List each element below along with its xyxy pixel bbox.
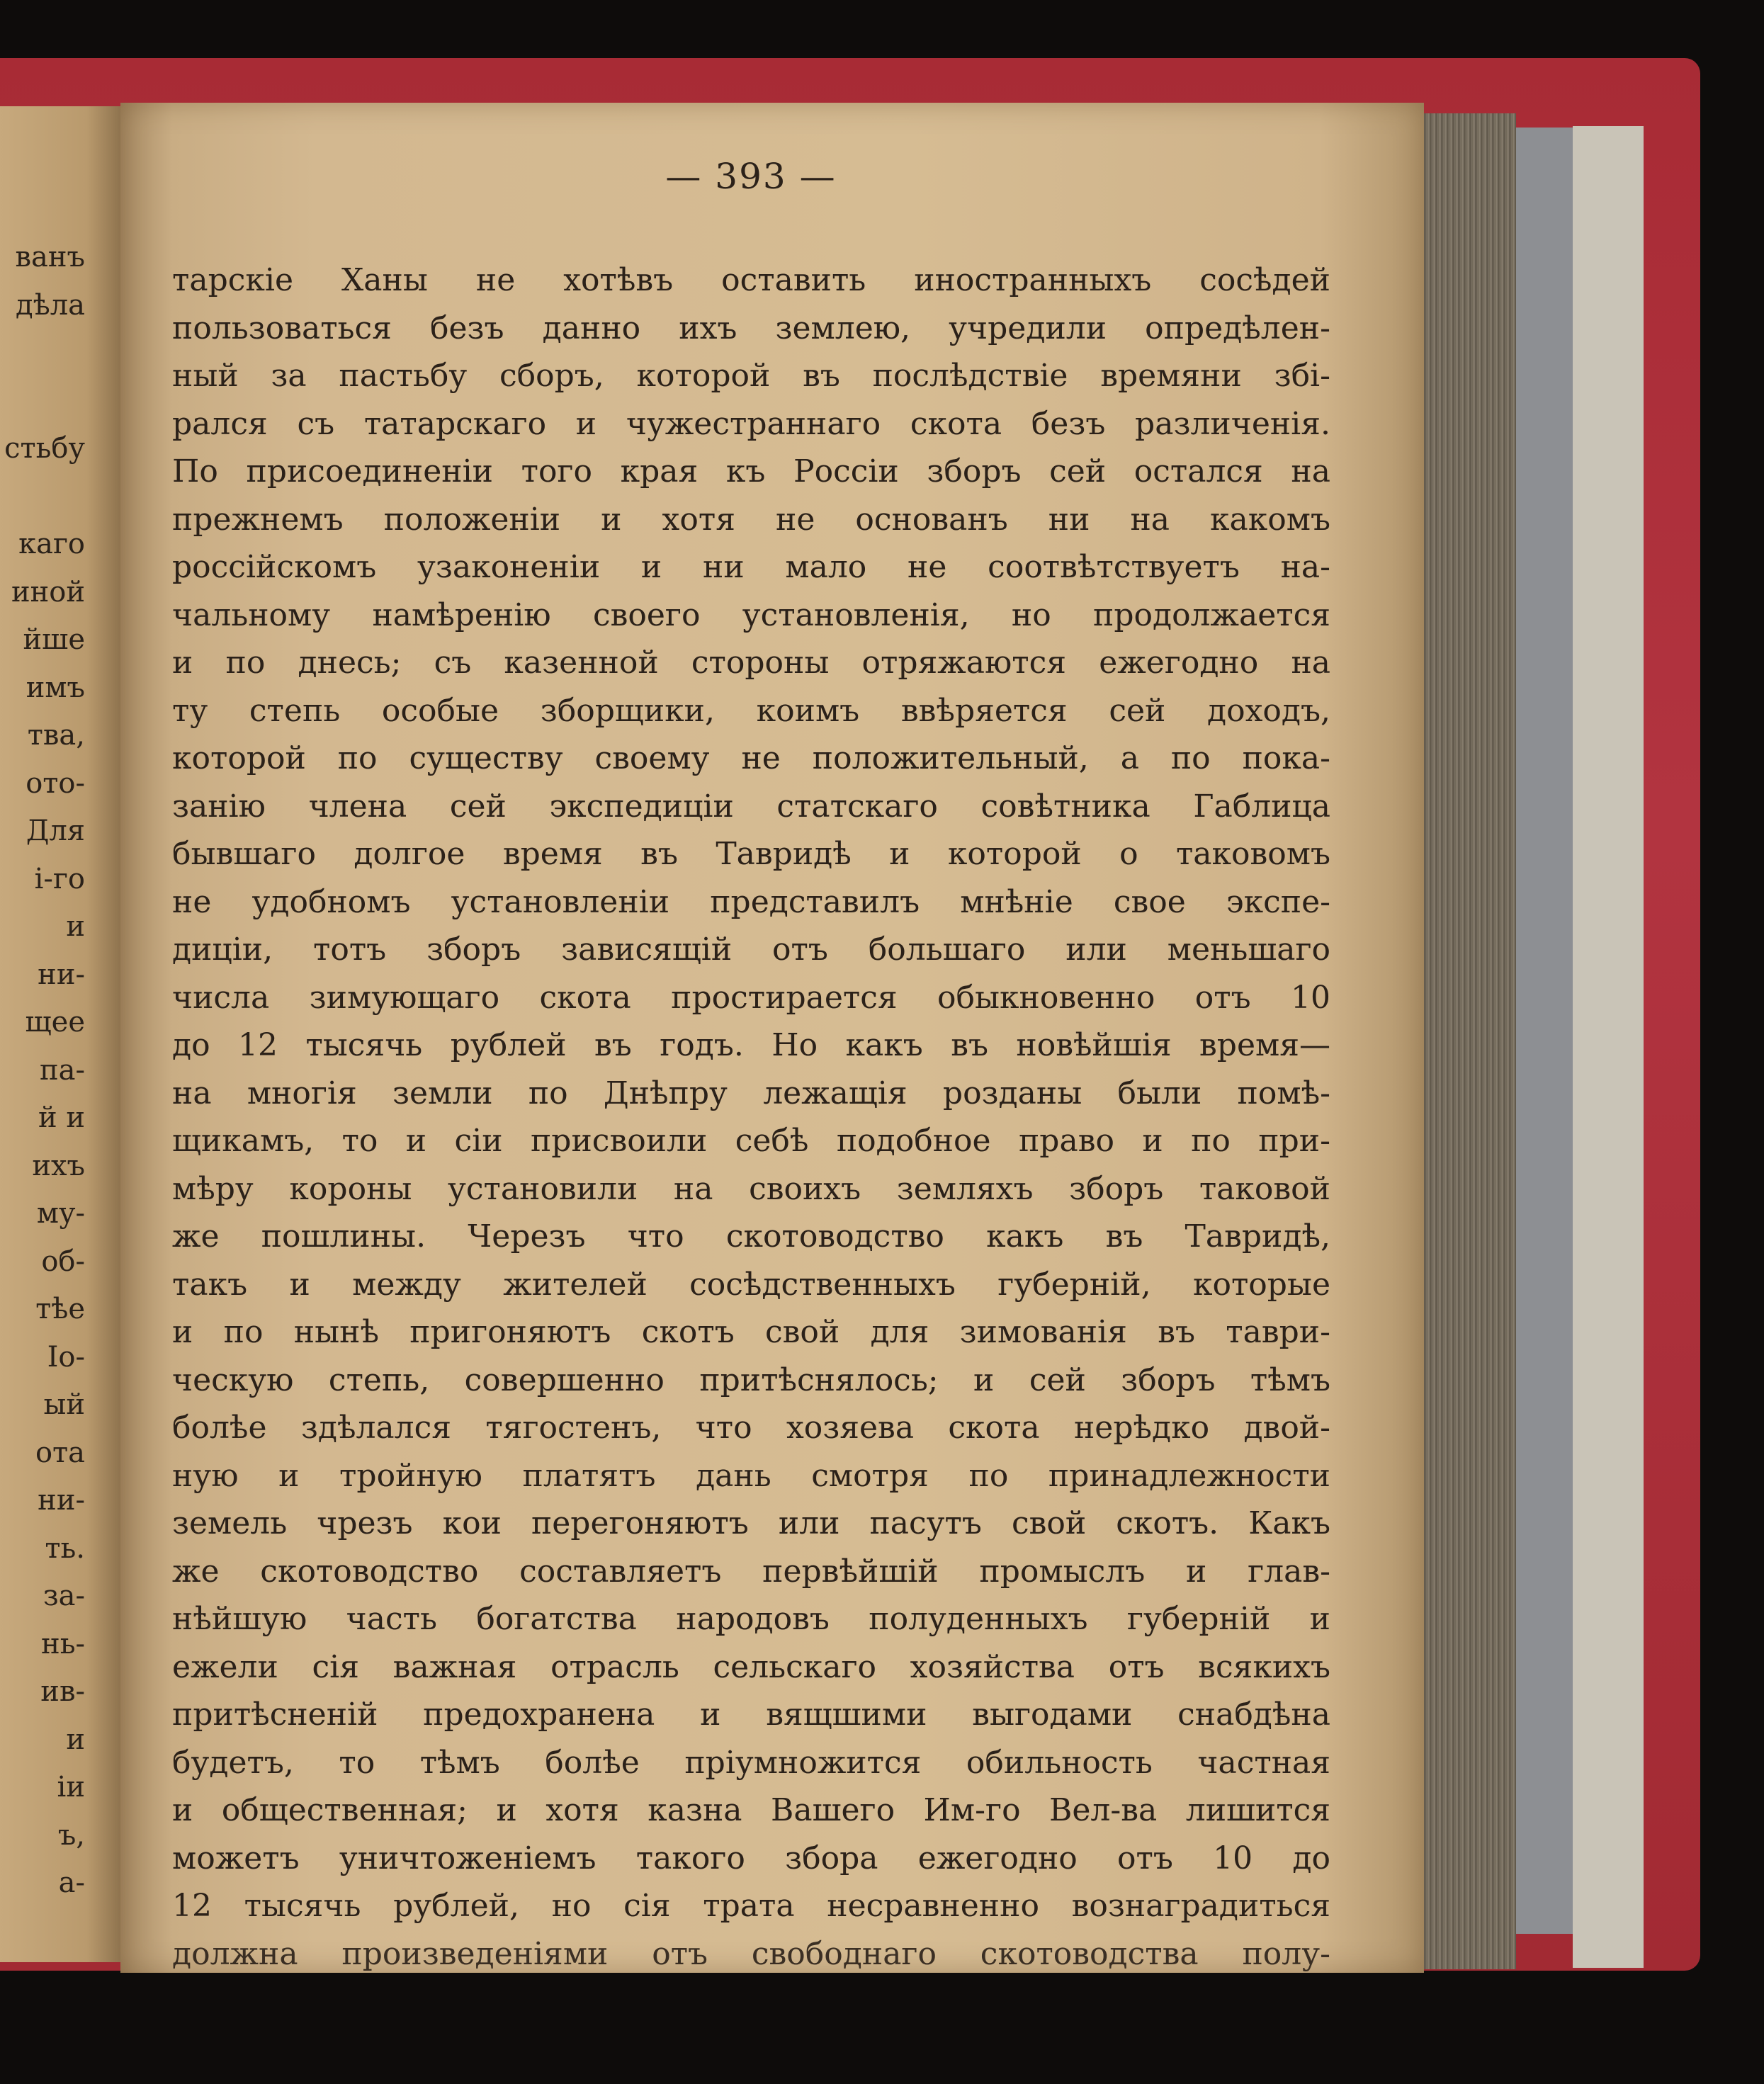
text-line: которой по существу своему не положительный, а по пока- [172,740,1330,776]
right-page [120,103,1424,1973]
left-page-fragment [0,378,85,426]
left-page-fragment: і-го [34,862,85,895]
left-page-fragment: ота [35,1436,85,1469]
text-line: пользоваться безъ данно ихъ землею, учредили опредѣлен- [172,310,1330,346]
left-page-fragment: му- [36,1197,85,1230]
text-line: должна произведеніями отъ свободнаго скотоводства полу- [172,1935,1330,1972]
text-line: бывшаго долгое время въ Тавридѣ и которой о таковомъ [172,836,1330,872]
text-line: прежнемъ положеніи и хотя не основанъ ни на какомъ [172,501,1330,538]
left-page-fragment: ый [43,1388,85,1421]
left-page-fragment: іи [57,1771,85,1803]
text-line: и общественная; и хотя казна Вашего Им-го Вел-ва лишится [172,1792,1330,1828]
text-line: диціи, тотъ зборъ зависящій отъ большаго или меньшаго [172,931,1330,968]
text-line: до 12 тысячь рублей въ годъ. Но какъ въ новѣйшія время— [172,1027,1330,1063]
text-line: ную и тройную платятъ дань смотря по принадлежности [172,1457,1330,1494]
left-page-fragment: и [66,1723,85,1756]
left-page-fragment: ъ, [57,1818,85,1852]
left-page-fragment: ть. [45,1531,85,1565]
text-line: на многія земли по Днѣпру лежащія розданы были помѣ- [172,1075,1330,1111]
left-page-fragment: Іо- [47,1340,85,1374]
left-page-fragment: ванъ [15,241,85,273]
left-page-fragment: имъ [26,671,85,704]
left-page-sliver [0,106,124,1962]
page-number: — 393 — [665,156,837,197]
text-line: же пошлины. Черезъ что скотоводство какъ въ Тавридѣ, [172,1218,1330,1255]
left-page-fragment: ото- [26,766,85,800]
left-page-fragment: каго [18,528,85,560]
left-page-fragment: дѣла [15,288,85,322]
text-line: не удобномъ установленіи представилъ мнѣніе свое экспе- [172,883,1330,920]
left-page-fragment: ив- [40,1675,85,1708]
text-line: ческую степь, совершенно притѣснялось; и сей зборъ тѣмъ [172,1361,1330,1398]
left-page-fragment: ихъ [32,1149,85,1182]
text-line: ный за пастьбу сборъ, которой въ послѣдствіе времяни збі- [172,358,1330,394]
left-page-fragment [0,329,85,378]
left-page-fragment: па- [39,1053,85,1087]
left-page-fragment: за- [43,1580,85,1612]
left-page-fragment: тѣе [35,1293,85,1325]
text-line: занію члена сей экспедиціи статскаго совѣтника Габлица [172,788,1330,825]
page-block-edge-light [1573,126,1644,1968]
left-page-fragments [0,234,85,1908]
left-page-fragment: йше [23,623,85,656]
text-line: 12 тысячь рублей, но сія трата несравненно вознаградиться [172,1888,1330,1924]
text-line: такъ и между жителей сосѣдственныхъ губерній, которые [172,1266,1330,1303]
left-page-fragment [0,473,85,521]
text-line: числа зимующаго скота простирается обыкновенно отъ 10 [172,979,1330,1016]
text-line: притѣсненій предохранена и вящшими выгодами снабдѣна [172,1697,1330,1733]
text-line: и по нынѣ пригоняютъ скотъ свой для зимованія въ таври- [172,1314,1330,1350]
text-line: По присоединеніи того края къ Россіи зборъ сей остался на [172,453,1330,489]
text-line: земель чрезъ кои перегоняютъ или пасутъ свой скотъ. Какъ [172,1505,1330,1541]
text-line: можетъ уничтоженіемъ такого збора ежегодно отъ 10 до [172,1840,1330,1876]
left-page-fragment: ни- [38,958,85,991]
left-page-fragment: ни- [38,1484,85,1517]
text-line: ежели сія важная отрасль сельскаго хозяйства отъ всякихъ [172,1648,1330,1685]
left-page-fragment: и [66,910,85,943]
left-page-fragment: й и [38,1102,85,1134]
text-line: мѣру короны установили на своихъ земляхъ зборъ таковой [172,1170,1330,1207]
page-block-edges [1410,113,1516,1969]
text-line: рался съ татарскаго и чужестраннаго скота безъ различенія. [172,405,1330,442]
left-page-fragment: а- [58,1867,85,1899]
text-line: щикамъ, то и сіи присвоили себѣ подобное право и по при- [172,1123,1330,1159]
left-page-fragment: иной [11,575,85,608]
left-page-fragment: нь- [41,1627,85,1660]
text-line: болѣе здѣлался тягостенъ, что хозяева скота нерѣдко двой- [172,1410,1330,1446]
text-line: ту степь особые зборщики, коимъ ввѣряется сей доходъ, [172,692,1330,729]
left-page-fragment: тва, [27,719,85,752]
left-page-fragment: щее [25,1006,85,1038]
text-line: и по днесь; съ казенной стороны отряжаются ежегодно на [172,645,1330,681]
text-line: россійскомъ узаконеніи и ни мало не соотвѣтствуетъ на- [172,549,1330,585]
text-line: нѣйшую часть богатства народовъ полуденныхъ губерній и [172,1601,1330,1637]
page-block-edge-grey [1516,128,1573,1934]
text-line: будетъ, то тѣмъ болѣе пріумножится обильность частная [172,1744,1330,1781]
text-line: чальному намѣренію своего установленія, но продолжается [172,596,1330,633]
page-body-text [172,256,1330,1972]
left-page-fragment: стьбу [4,432,85,465]
text-line: тарскіе Ханы не хотѣвъ оставить иностранныхъ сосѣдей [172,262,1330,298]
text-line: же скотоводство составляетъ первѣйшій промыслъ и глав- [172,1553,1330,1590]
left-page-fragment: Для [26,815,85,847]
left-page-fragment: об- [41,1245,85,1278]
